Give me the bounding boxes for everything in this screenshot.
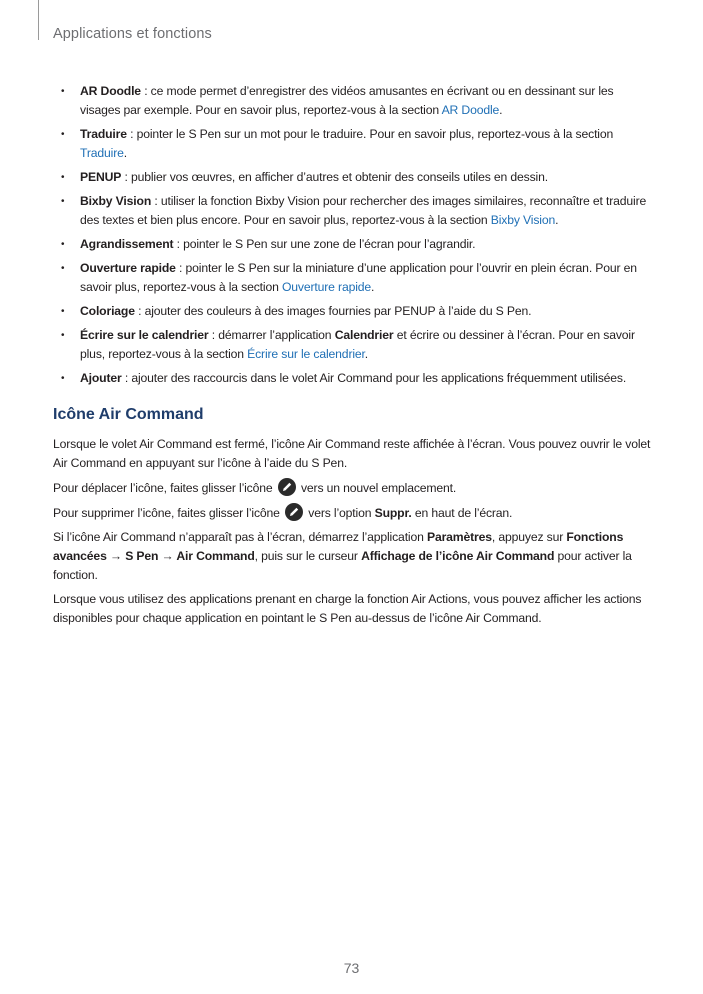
list-item-penup: [53, 168, 653, 187]
description: : utiliser la fonction Bixby Vision pour rechercher des images similaires, reconnaître et traduire des textes et bien plus encore. Pour en savoir plus, reportez-vous à la section: [80, 194, 647, 227]
text: , puis sur le curseur: [254, 549, 362, 563]
term: Traduire: [80, 127, 127, 141]
punctuation: .: [371, 280, 375, 294]
term: AR Doodle: [80, 84, 141, 98]
link-ouverture-rapide[interactable]: Ouverture rapide: [281, 280, 372, 294]
text: Si l’icône Air Command n’apparaît pas à l’écran, démarrez l’application: [53, 530, 427, 544]
list-item-traduire: [53, 125, 653, 163]
term: Ajouter: [80, 371, 122, 385]
bullet-icon: •: [61, 306, 65, 317]
description: : démarrer l’application: [208, 328, 335, 342]
bullet-icon: •: [61, 239, 65, 250]
punctuation: .: [123, 146, 127, 160]
bullet-icon: •: [61, 172, 65, 183]
link-ecrire-calendrier[interactable]: Écrire sur le calendrier: [247, 347, 365, 361]
punctuation: .: [555, 213, 559, 227]
list-item-ar-doodle: [53, 82, 653, 120]
text: Pour supprimer l’icône, faites glisser l’icône: [53, 506, 284, 520]
text: Pour déplacer l’icône, faites glisser l’icône: [53, 481, 276, 495]
link-ar-doodle[interactable]: AR Doodle: [441, 103, 500, 117]
header-rule: [38, 0, 39, 40]
description: : ajouter des couleurs à des images fournies par PENUP à l’aide du S Pen.: [134, 304, 532, 318]
menu-path: Fonctions avancées → S Pen → Air Command: [53, 530, 624, 563]
text: en haut de l’écran.: [411, 506, 513, 520]
setting-name: Affichage de l’icône Air Command: [361, 549, 555, 563]
punctuation: .: [364, 347, 369, 361]
paragraph-intro: Lorsque le volet Air Command est fermé, l’icône Air Command reste affichée à l’écran. Vous pouvez ouvrir le volet Air Command en appuyant sur l’icône à l’aide du S Pen.: [53, 437, 651, 470]
list-item-agrandissement: [53, 235, 653, 254]
bullet-icon: •: [61, 129, 65, 140]
app-name: Paramètres: [426, 530, 492, 544]
list-item-ecrire-calendrier: [53, 326, 653, 364]
description-cont: et écrire ou dessiner à l’écran. Pour en savoir plus, reportez-vous à la section: [80, 328, 635, 361]
description: : ajouter des raccourcis dans le volet Air Command pour les applications fréquemment utilisées.: [121, 371, 627, 385]
feature-list: [53, 82, 653, 393]
section-title: Icône Air Command: [53, 406, 204, 423]
list-item-coloriage: [53, 302, 653, 321]
term: PENUP: [80, 170, 122, 184]
punctuation: .: [499, 103, 503, 117]
bullet-icon: •: [61, 373, 65, 384]
description: : pointer le S Pen sur une zone de l’écran pour l’agrandir.: [173, 237, 476, 251]
term: Coloriage: [80, 304, 135, 318]
description: : ce mode permet d’enregistrer des vidéos amusantes en écrivant ou en dessinant sur les visages par exemple. Pour en savoir plus, reportez-vous à la section: [80, 84, 614, 117]
term: Agrandissement: [80, 237, 174, 251]
pen-icon: [278, 478, 296, 496]
paragraph-air-actions: Lorsque vous utilisez des applications prenant en charge la fonction Air Actions, vous pouvez afficher les actions disponibles pour chaque application en pointant le S Pen au-dessus de l’icône Air Command.: [53, 592, 642, 625]
term: Écrire sur le calendrier: [80, 328, 209, 342]
description: : pointer le S Pen sur la miniature d’une application pour l’ouvrir en plein écran. Pour en savoir plus, reportez-vous à la section: [80, 261, 637, 294]
text: pour activer la fonction.: [53, 549, 632, 582]
bullet-icon: •: [61, 263, 65, 274]
list-item-ouverture-rapide: [53, 259, 653, 297]
link-bixby-vision[interactable]: Bixby Vision: [490, 213, 556, 227]
paragraph-delete: [53, 503, 653, 523]
section-body: [53, 435, 653, 633]
pen-icon: [285, 503, 303, 521]
page-header: Applications et fonctions: [53, 26, 212, 42]
text: vers l’option: [305, 506, 375, 520]
page-number: 73: [343, 960, 360, 976]
paragraph-settings: [53, 528, 653, 585]
term: Ouverture rapide: [80, 261, 176, 275]
text: , appuyez sur: [491, 530, 567, 544]
paragraph-move: [53, 478, 653, 498]
bullet-icon: •: [61, 86, 65, 97]
text: vers un nouvel emplacement.: [297, 481, 457, 495]
option-name: Suppr.: [374, 506, 412, 520]
description: : publier vos œuvres, en afficher d’autres et obtenir des conseils utiles en dessin.: [121, 170, 548, 184]
list-item-bixby-vision: [53, 192, 653, 230]
term: Bixby Vision: [80, 194, 152, 208]
list-item-ajouter: [53, 369, 653, 388]
bullet-icon: •: [61, 196, 65, 207]
description: : pointer le S Pen sur un mot pour le traduire. Pour en savoir plus, reportez-vous à la section: [126, 127, 614, 141]
bullet-icon: •: [61, 330, 65, 341]
app-name: Calendrier: [334, 328, 394, 342]
link-traduire[interactable]: Traduire: [80, 146, 124, 160]
